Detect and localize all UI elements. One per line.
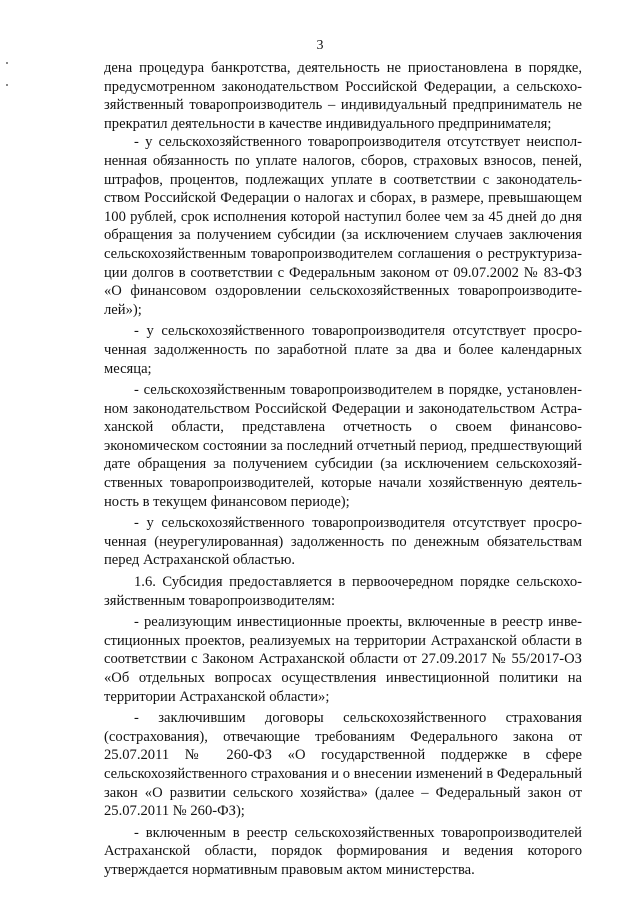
paragraph-financial-reporting: - сельскохозяйственным товаропроизводителем в порядке, установленном законодательством Российской Федерации и законодательством Астраханской области, представлена отчетность о своем финансово-экономическом состоянии за последний отчетный период, предшествующий дате обращения за получением субсидии (за исключением сельскохозяйственных товаропроизводителей, которые начали хозяйственную деятельность в текущем финансовом периоде);	[104, 382, 582, 510]
paragraph-wage-arrears: - у сельскохозяйственного товаропроизводителя отсутствует просроченная задолженность по заработной плате за два и более календарных месяца;	[104, 323, 582, 377]
paragraph-debt-to-region: - у сельскохозяйственного товаропроизводителя отсутствует просроченная (неурегулированная) задолженность по денежным обязательствам перед Астраханской областью.	[104, 515, 582, 569]
paragraph-investment-projects: - реализующим инвестиционные проекты, включенные в реестр инвестиционных проектов, реализуемых на территории Астраханской области в соответствии с Законом Астраханской области от 27.09.2017 № 55/2017-ОЗ «Об отдельных вопросах осуществления инвестиционной политики на территории Астраханской области»;	[104, 614, 582, 705]
body-text	[104, 59, 582, 880]
paragraph-1-6-priority: 1.6. Субсидия предоставляется в первоочередном порядке сельскохозяйственным товаропроизводителям:	[104, 574, 582, 609]
paragraph-insurance-contracts: - заключившим договоры сельскохозяйственного страхования (сострахования), отвечающие требованиям Федерального закона от 25.07.2011 № 260-ФЗ «О государственной поддержке в сфере сельскохозяйственного страхования и о внесении изменений в Федеральный закон «О развитии сельского хозяйства» (далее – Федеральный закон от 25.07.2011 № 260-ФЗ);	[104, 710, 582, 820]
paragraph-tax-obligation: - у сельскохозяйственного товаропроизводителя отсутствует неисполненная обязанность по уплате налогов, сборов, страховых взносов, пеней, штрафов, процентов, подлежащих уплате в соответствии с законодательством Российской Федерации о налогах и сборах, в размере, превышающем 100 рублей, срок исполнения которой наступил более чем за 45 дней до дня обращения за получением субсидии (за исключением случаев заключения сельскохозяйственным товаропроизводителем соглашения о реструктуризации долгов в соответствии с Федеральным законом от 09.07.2002 № 83-ФЗ «О финансовом оздоровлении сельскохозяйственных товаропроизводителей»);	[104, 134, 582, 318]
margin-mark	[6, 62, 8, 64]
page-number: 3	[316, 38, 324, 53]
paragraph-producer-registry: - включенным в реестр сельскохозяйственных товаропроизводителей Астраханской области, порядок формирования и ведения которого утверждается нормативным правовым актом министерства.	[104, 824, 582, 878]
paragraph-continuation: дена процедура банкротства, деятельность не приостановлена в порядке, предусмотренном законодательством Российской Федерации, а сельскохозяйственный товаропроизводитель – индивидуальный предприниматель не прекратил деятельности в качестве индивидуального предпринимателя;	[104, 60, 582, 132]
margin-mark	[6, 84, 8, 86]
